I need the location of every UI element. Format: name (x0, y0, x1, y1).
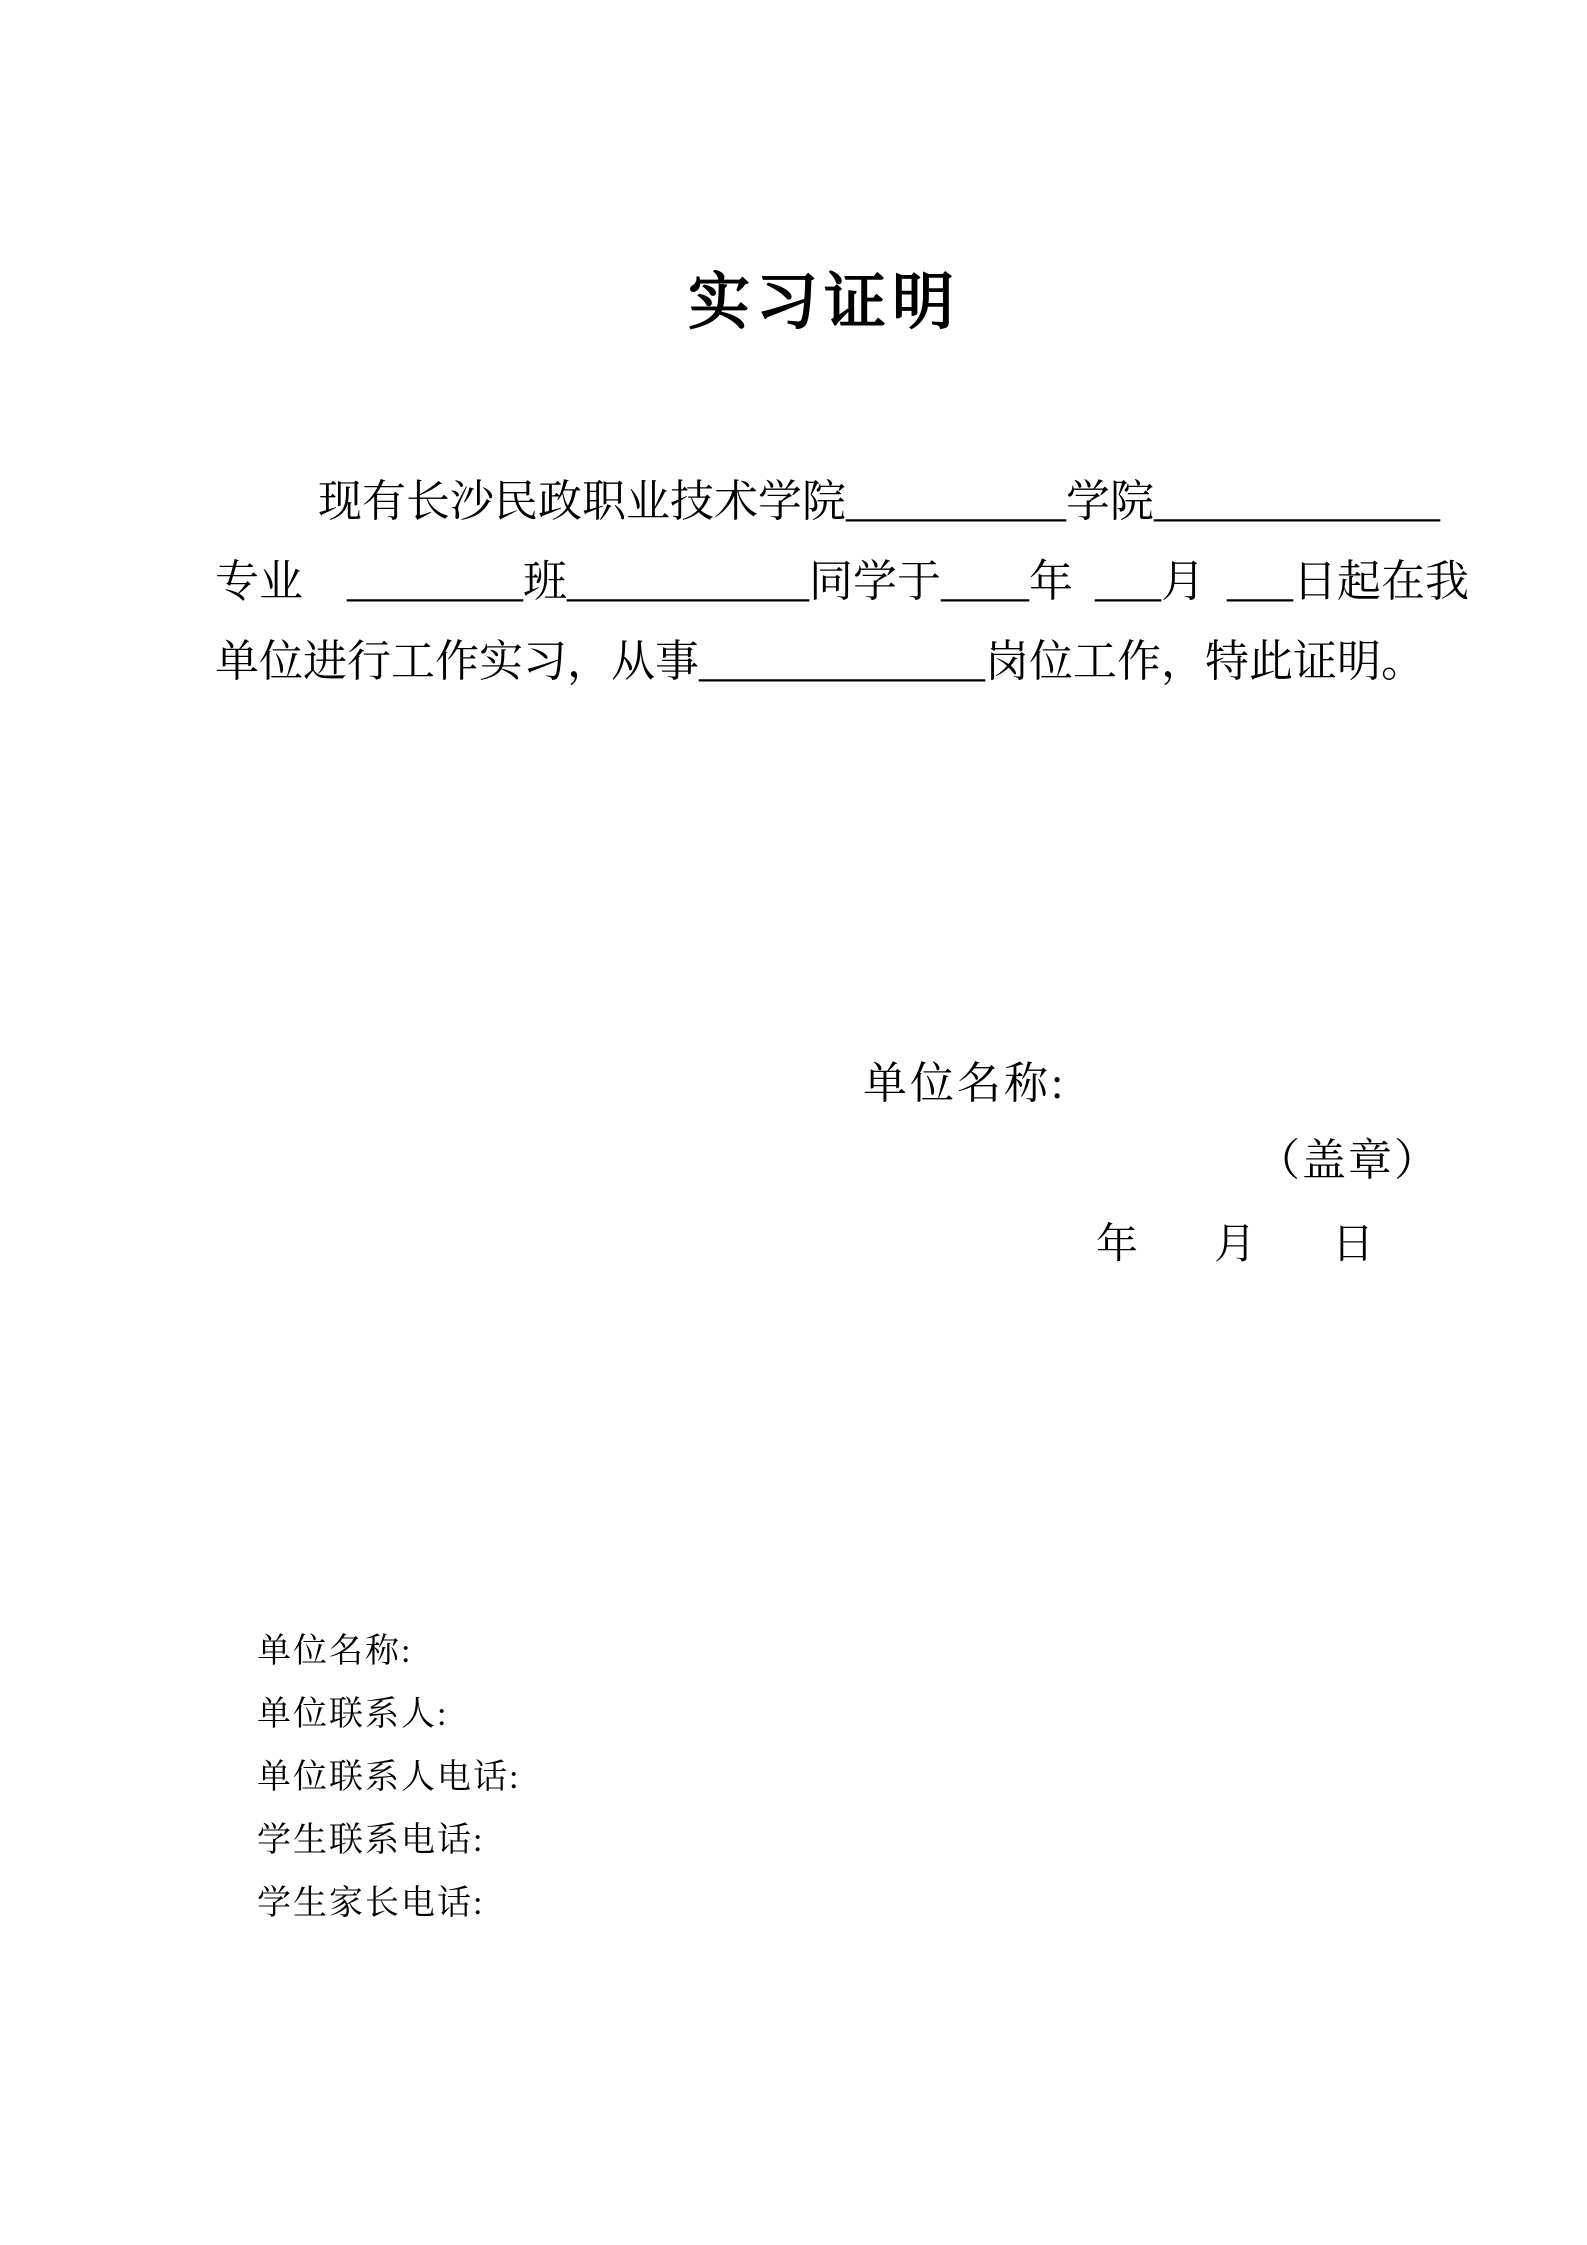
paragraph-line-1: 现有长沙民政职业技术学院__________学院_____________ (318, 477, 1440, 526)
signature-unit-name-label: 单位名称: (863, 1059, 1067, 1108)
signature-date-line (1096, 1224, 1374, 1266)
signature-seal-label: （盖章） (1256, 1136, 1440, 1185)
paragraph-line-3: 单位进行工作实习，从事_____________岗位工作，特此证明。 (215, 637, 1425, 686)
contact-line-unit-contact: 单位联系人: (257, 1696, 449, 1733)
contact-line-student-phone: 学生联系电话: (257, 1822, 485, 1859)
contact-line-unit-contact-phone: 单位联系人电话: (257, 1759, 521, 1796)
contact-info-block (257, 1620, 520, 1935)
year-label: 年 (1096, 1222, 1139, 1268)
day-label: 日 (1332, 1222, 1375, 1268)
body-paragraph (215, 462, 1495, 702)
contact-line-unit-name: 单位名称: (257, 1633, 413, 1670)
contact-line-parent-phone: 学生家长电话: (257, 1885, 485, 1922)
document-title: 实习证明 (688, 269, 961, 337)
month-label: 月 (1214, 1222, 1257, 1268)
paragraph-line-2: 专业 ________班___________同学于____年 ___月 ___日起在我 (215, 557, 1469, 606)
